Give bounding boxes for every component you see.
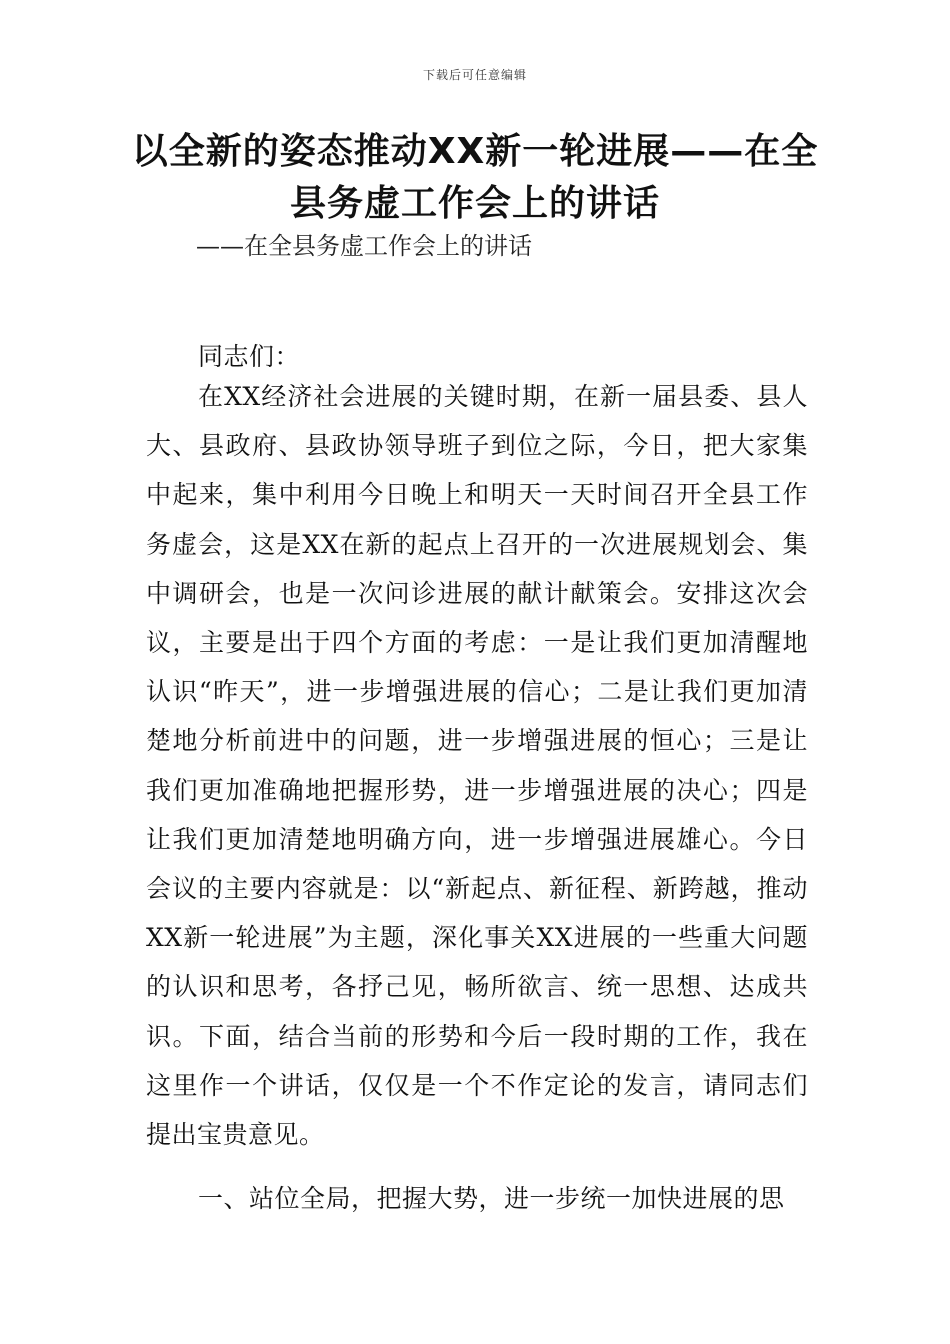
- body-block: [146, 372, 808, 1159]
- greeting: 同志们：: [198, 342, 301, 371]
- document-subtitle: ——在全县务虚工作会上的讲话: [196, 232, 532, 260]
- section-heading: 一、站位全局，把握大势，进一步统一加快进展的思: [198, 1184, 785, 1213]
- document-title: 以全新的姿态推动XX新一轮进展——在全县务虚工作会上的讲话: [131, 131, 819, 224]
- header-note: 下载后可任意编辑: [422, 68, 527, 82]
- paragraph-1: 在XX经济社会进展的关键时期，在新一届县委、县人大、县政府、县政协领导班子到位之际，今日，把大家集中起来，集中利用今日晚上和明天一天时间召开全县工作务虚会，这是XX在新的起点上召开的一次进展规划会、集中调研会，也是一次问诊进展的献计献策会。安排这次会议，主要是出于四个方面的考虑：一是让我们更加清醒地认识“昨天”，进一步增强进展的信心；二是让我们更加清楚地分析前进中的问题，进一步增强进展的恒心；三是让我们更加准确地把握形势，进一步增强进展的决心；四是让我们更加清楚地明确方向，进一步增强进展雄心。今日会议的主要内容就是：以“新起点、新征程、新跨越，推动XX新一轮进展”为主题，深化事关XX进展的一些重大问题的认识和思考，各抒己见，畅所欲言、统一思想、达成共识。下面，结合当前的形势和今后一段时期的工作，我在这里作一个讲话，仅仅是一个不作定论的发言，请同志们提出宝贵意见。: [146, 382, 808, 1150]
- section-block: [146, 1174, 808, 1223]
